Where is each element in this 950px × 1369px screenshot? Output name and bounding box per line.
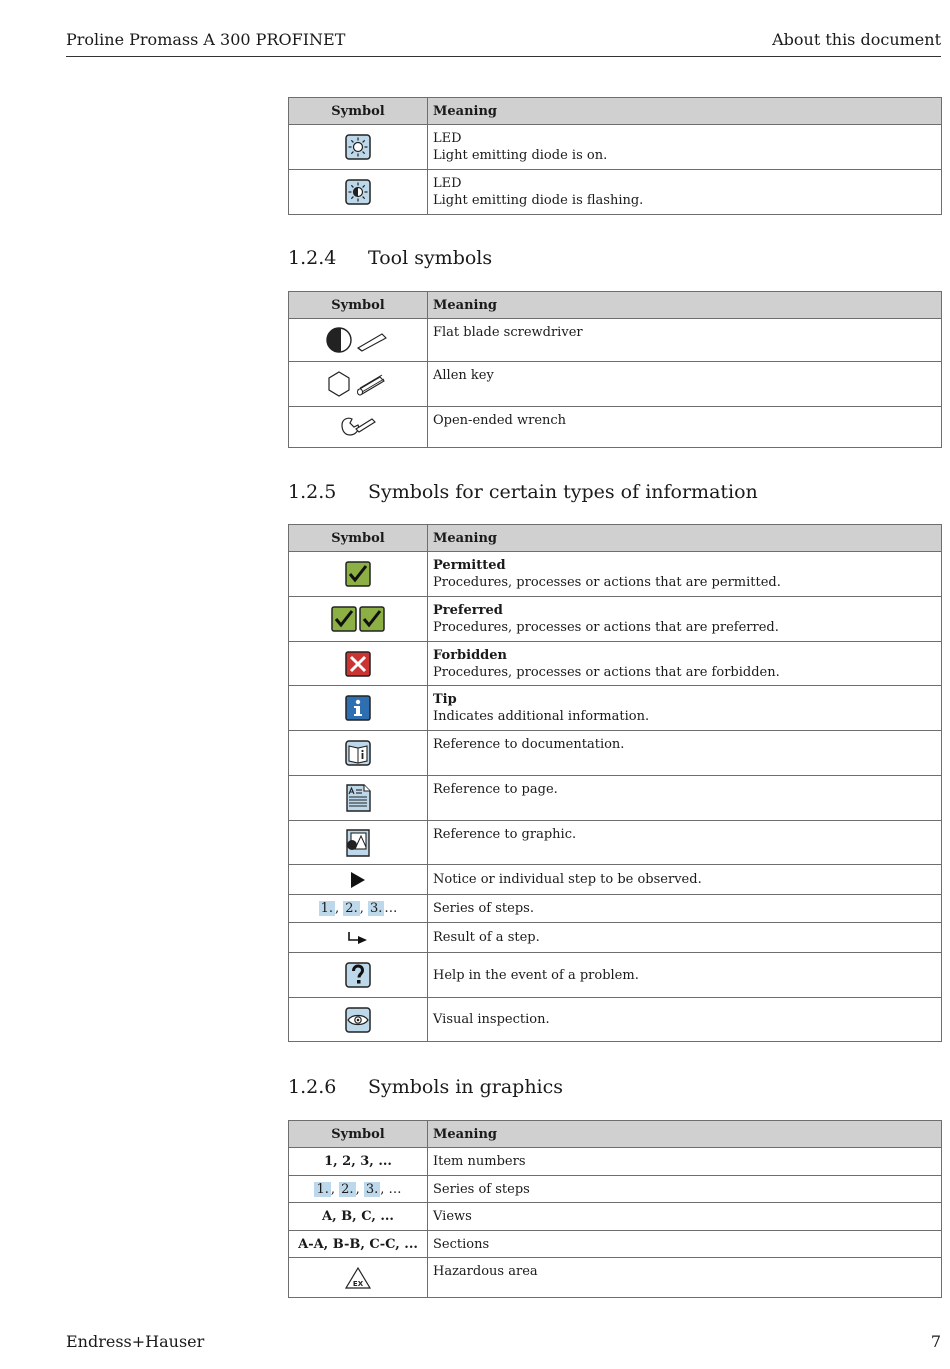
table-row [289,1203,942,1231]
section-title: Tool symbols [368,247,493,269]
section-heading-tool-symbols [288,247,492,269]
meaning-cell [428,1148,942,1176]
symbol-cell [289,923,428,953]
step-number-1: 1. [320,901,334,916]
symbol-cell [289,731,428,776]
meaning-description: Flat blade screwdriver [433,325,583,340]
section-heading-information-symbols [288,481,758,503]
step-number-2: 2. [341,1181,354,1197]
table-header-row [289,525,942,552]
meaning-description: Reference to page. [433,782,558,797]
meaning-title: Forbidden [433,648,507,663]
documentation-book-icon [345,740,371,766]
permitted-check-icon [345,561,371,587]
meaning-column-header: Meaning [428,292,942,319]
meaning-cell [428,1176,942,1203]
symbol-column-header: Symbol [289,525,428,552]
symbol-cell [289,1258,428,1298]
information-symbols-table [288,524,942,1042]
symbol-cell: 1, 2, 3, ... [289,1148,428,1176]
meaning-cell [428,362,942,407]
symbol-cell [289,319,428,362]
meaning-cell [428,1231,942,1258]
graphics-symbols-table [288,1120,942,1298]
step-number-2: 2. [345,901,358,916]
symbol-cell [289,407,428,448]
table-header-row [289,98,942,125]
result-arrow-icon [347,931,369,945]
wrench-icon [338,413,378,441]
preferred-double-check-icon [331,606,385,632]
meaning-cell [428,170,942,215]
meaning-description: Open-ended wrench [433,413,567,428]
meaning-cell [428,731,942,776]
meaning-cell [428,319,942,362]
table-row [289,1231,942,1258]
symbol-cell [289,686,428,731]
meaning-description: Procedures, processes or actions that are forbidden. [433,665,780,680]
symbol-cell [289,642,428,686]
footer-company: Endress+Hauser [66,1332,205,1351]
hazardous-area-ex-icon [344,1266,372,1290]
forbidden-cross-icon [345,651,371,677]
meaning-cell [428,407,942,448]
led-flashing-icon [345,179,371,205]
step-ellipsis: … [384,901,398,916]
table-row [289,895,942,923]
step-separator: , [355,1181,360,1197]
meaning-cell [428,642,942,686]
symbol-cell [289,362,428,407]
symbol-cell: A-A, B-B, C-C, ... [289,1231,428,1258]
step-ellipsis: , … [380,1181,402,1197]
meaning-cell [428,125,942,170]
meaning-description: Procedures, processes or actions that are preferred. [433,620,779,635]
step-separator: , [330,1181,336,1197]
table-row [289,953,942,998]
help-question-icon [345,962,371,988]
meaning-title: LED [433,176,462,191]
meaning-cell [428,998,942,1042]
meaning-description: Series of steps. [433,901,534,916]
meaning-description: Item numbers [433,1154,526,1169]
meaning-description: Notice or individual step to be observed. [433,872,702,887]
meaning-cell [428,821,942,865]
symbol-cell [289,776,428,821]
meaning-title: Preferred [433,603,503,618]
meaning-cell [428,552,942,597]
table-row [289,821,942,865]
table-header-row [289,292,942,319]
eye-inspection-icon [345,1007,371,1033]
meaning-description: Series of steps [433,1181,530,1197]
led-on-icon [345,134,371,160]
symbol-cell [289,865,428,895]
symbol-column-header: Symbol [289,98,428,125]
symbol-cell [289,170,428,215]
section-title: Symbols for certain types of information [368,481,758,503]
step-number-3: 3. [369,901,383,916]
page-header [66,28,941,57]
table-row [289,597,942,642]
tip-info-icon [345,695,371,721]
symbol-column-header: Symbol [289,1121,428,1148]
screwdriver-icon [326,326,390,354]
step-triangle-icon [350,871,366,889]
meaning-description: Hazardous area [433,1264,538,1279]
tool-symbols-table [288,291,942,448]
section-title: Symbols in graphics [368,1076,564,1098]
symbol-cell [289,821,428,865]
meaning-description: Help in the event of a problem. [433,967,639,983]
symbol-cell [289,552,428,597]
table-row [289,865,942,895]
meaning-cell [428,597,942,642]
meaning-description: Indicates additional information. [433,709,650,724]
step-separator: , [335,901,340,916]
hazardous-area-label: EX [352,1279,364,1288]
section-number: 1.2.4 [288,247,337,269]
symbol-cell [289,597,428,642]
allen-key-icon [326,370,390,398]
meaning-cell [428,895,942,923]
table-row [289,125,942,170]
meaning-description: Views [433,1209,472,1224]
table-row [289,776,942,821]
graphic-reference-icon [345,829,371,857]
table-row [289,998,942,1042]
meaning-title: Tip [433,692,457,707]
meaning-description: Result of a step. [433,930,540,945]
meaning-description: Reference to documentation. [433,737,625,752]
meaning-cell [428,1258,942,1298]
meaning-description: Allen key [433,368,494,383]
symbol-cell [289,125,428,170]
table-row [289,319,942,362]
symbol-cell [289,1176,428,1203]
table-row [289,362,942,407]
symbol-cell [289,953,428,998]
meaning-column-header: Meaning [428,525,942,552]
meaning-column-header: Meaning [428,98,942,125]
table-row [289,170,942,215]
table-row [289,407,942,448]
meaning-description: Procedures, processes or actions that are permitted. [433,575,781,590]
meaning-cell [428,686,942,731]
meaning-cell [428,953,942,998]
meaning-title: LED [433,131,462,146]
footer-page-number: 7 [930,1332,941,1351]
table-row [289,552,942,597]
meaning-title: Permitted [433,558,506,573]
step-number-3: 3. [365,1181,379,1197]
step-separator: , [359,901,364,916]
section-heading-graphics-symbols [288,1076,563,1098]
section-number: 1.2.5 [288,481,337,503]
symbol-cell [289,895,428,923]
step-number-1: 1. [316,1181,329,1197]
table-row [289,686,942,731]
meaning-description: Light emitting diode is flashing. [433,193,644,208]
header-document-title: Proline Promass A 300 PROFINET [66,30,346,49]
table-row [289,923,942,953]
meaning-cell [428,1203,942,1231]
meaning-column-header: Meaning [428,1121,942,1148]
symbol-column-header: Symbol [289,292,428,319]
table-header-row [289,1121,942,1148]
page-reference-icon [345,784,371,812]
led-symbols-table [288,97,942,215]
table-row [289,731,942,776]
meaning-description: Visual inspection. [433,1012,550,1027]
header-section-title: About this document [772,30,941,49]
meaning-cell [428,776,942,821]
table-row [289,1176,942,1203]
symbol-cell: A, B, C, ... [289,1203,428,1231]
meaning-description: Reference to graphic. [433,827,577,842]
section-number: 1.2.6 [288,1076,337,1098]
meaning-cell [428,865,942,895]
table-row [289,1258,942,1298]
table-row [289,1148,942,1176]
meaning-description: Light emitting diode is on. [433,148,608,163]
table-row [289,642,942,686]
meaning-cell [428,923,942,953]
meaning-description: Sections [433,1236,490,1252]
symbol-cell [289,998,428,1042]
